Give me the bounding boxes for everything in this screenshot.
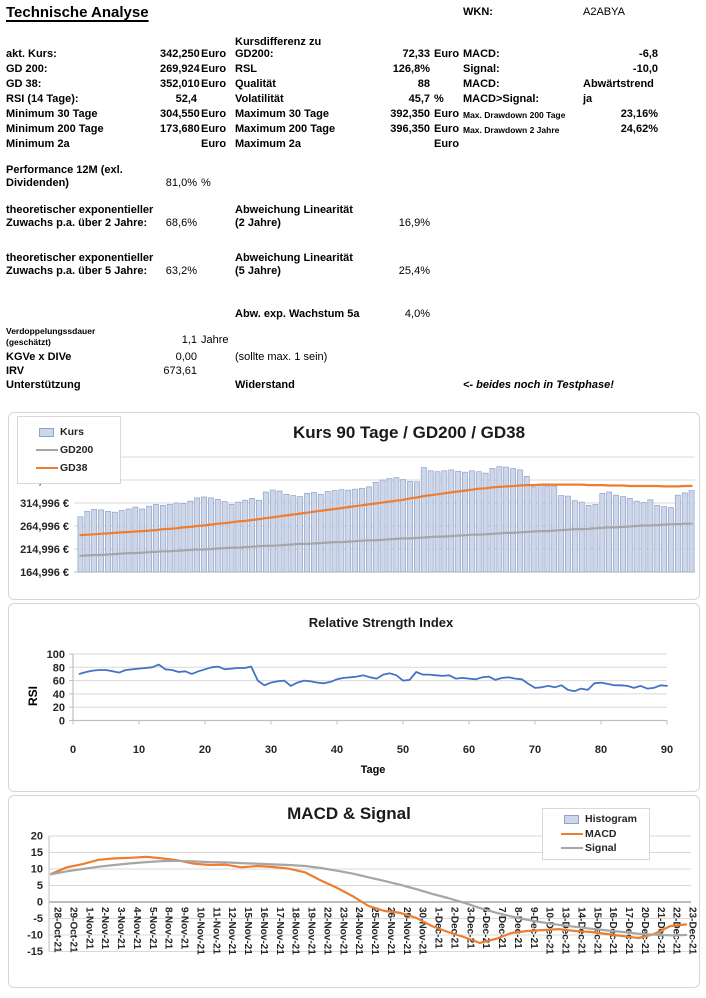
svg-text:20: 20: [30, 830, 43, 843]
stat-unit: %: [434, 93, 444, 105]
svg-text:1-Dec-21: 1-Dec-21: [432, 907, 444, 949]
stat-value: [160, 138, 197, 151]
stat-value: 72,33: [402, 48, 430, 60]
stat-value: 88: [417, 78, 430, 90]
svg-text:314,996 €: 314,996 €: [20, 498, 69, 510]
stat-unit: Jahre: [201, 334, 229, 346]
svg-text:13-Dec-21: 13-Dec-21: [559, 907, 571, 955]
macd-chart-legend: [542, 808, 650, 860]
svg-text:16-Nov-21: 16-Nov-21: [257, 907, 269, 955]
stat-value: 304,550: [160, 108, 200, 120]
stat-unit: %: [201, 177, 211, 189]
svg-text:1-Nov-21: 1-Nov-21: [83, 907, 95, 950]
macd-chart[interactable]: [8, 795, 700, 988]
stat-label: KGVe x DIVe: [6, 351, 72, 363]
svg-text:6-Dec-21: 6-Dec-21: [480, 907, 492, 949]
stats-row: [6, 63, 660, 76]
stats-row: [6, 138, 660, 151]
stats-row: [6, 93, 660, 106]
stat-value: 81,0%: [165, 177, 197, 189]
svg-text:70: 70: [528, 744, 542, 756]
svg-text:16-Dec-21: 16-Dec-21: [607, 907, 619, 955]
kursdifferenz-header: Kursdifferenz zu: [235, 36, 322, 48]
wkn-label: WKN:: [463, 6, 493, 18]
svg-text:0: 0: [36, 896, 43, 909]
stat-label: theoretischer exponentieller Zuwachs p.a. über 5 Jahre:: [6, 252, 154, 277]
svg-text:100: 100: [46, 649, 65, 661]
stat-value: 25,4%: [398, 265, 430, 277]
rsi-chart[interactable]: [8, 603, 700, 792]
stat-label: Abw. exp. Wachstum 5a: [235, 308, 360, 320]
stat-value: 1,1: [181, 334, 197, 346]
stat-value: 392,350: [390, 108, 430, 120]
stat-unit: [430, 78, 463, 91]
stat-label: GD200:: [235, 48, 274, 60]
stat-label: Signal:: [463, 63, 500, 75]
svg-text:25-Nov-21: 25-Nov-21: [369, 907, 380, 955]
kurs-chart-legend: [17, 416, 121, 484]
stat-value: 52,4: [175, 93, 197, 105]
svg-text:164,996 €: 164,996 €: [20, 567, 69, 579]
stat-unit: [197, 93, 235, 106]
stat-label: Max. Drawdown 200 Tage: [463, 110, 566, 120]
stat-unit: [430, 63, 463, 76]
stat-value: 23,16%: [620, 108, 658, 120]
svg-text:3-Dec-21: 3-Dec-21: [464, 907, 476, 949]
stat-label: Maximum 2a: [235, 138, 302, 150]
stat-value: 126,8%: [392, 63, 430, 75]
legend-label: GD38: [60, 462, 88, 474]
svg-text:40: 40: [330, 744, 344, 756]
svg-text:21-Dec-21: 21-Dec-21: [654, 907, 666, 955]
rsi-y-axis-title: RSI: [26, 685, 41, 707]
stat-value: 45,7: [408, 93, 430, 105]
svg-text:30-Nov-21: 30-Nov-21: [416, 907, 428, 955]
svg-text:2-Dec-21: 2-Dec-21: [448, 907, 460, 949]
stat-label: Verdoppelungssdauer (geschätzt): [6, 326, 96, 347]
stat-note: (sollte max. 1 sein): [235, 351, 328, 363]
stat-value: 173,680: [160, 123, 200, 135]
macd-chart-title: MACD & Signal: [287, 804, 411, 823]
svg-text:10: 10: [132, 744, 146, 756]
stat-value: 396,350: [390, 123, 430, 135]
svg-text:0: 0: [69, 744, 77, 756]
wkn-value: A2ABYA: [583, 6, 625, 18]
stat-label: GD 200:: [6, 63, 48, 75]
stats-row: [6, 123, 660, 136]
stat-label: RSI (14 Tage):: [6, 93, 79, 105]
stat-unit: Euro: [434, 138, 460, 150]
svg-text:-10: -10: [27, 929, 43, 942]
svg-text:14-Dec-21: 14-Dec-21: [575, 907, 587, 955]
stat-unit: Euro: [201, 48, 227, 60]
title-row: [6, 6, 660, 19]
svg-text:18-Nov-21: 18-Nov-21: [289, 907, 301, 955]
svg-text:15-Nov-21: 15-Nov-21: [242, 907, 253, 955]
legend-item-macd: [543, 827, 649, 842]
svg-text:20: 20: [198, 744, 212, 756]
svg-text:7-Dec-21: 7-Dec-21: [496, 907, 507, 949]
svg-text:-5: -5: [33, 913, 43, 925]
svg-text:15-Dec-21: 15-Dec-21: [591, 907, 603, 955]
stat-label: Qualität: [235, 78, 276, 90]
stat-value: 0,00: [175, 351, 197, 363]
svg-text:29-Nov-21: 29-Nov-21: [400, 907, 412, 955]
rsi-chart-title: Relative Strength Index: [308, 615, 454, 630]
svg-text:22-Dec-21: 22-Dec-21: [670, 907, 682, 955]
svg-text:90: 90: [660, 744, 674, 756]
stat-unit: Euro: [434, 123, 460, 135]
svg-text:4-Nov-21: 4-Nov-21: [130, 907, 142, 950]
stats-row: [6, 108, 660, 121]
stat-value: 342,250: [160, 48, 200, 60]
legend-label: Kurs: [60, 426, 84, 438]
stats-row: [6, 78, 660, 91]
rsi-x-axis-title: Tage: [360, 764, 386, 776]
svg-text:22-Nov-21: 22-Nov-21: [321, 907, 333, 955]
kurs-bar-swatch: [33, 428, 60, 437]
svg-text:8-Nov-21: 8-Nov-21: [162, 907, 174, 950]
zuwachs-5j-row: [6, 252, 660, 278]
macd-line-swatch: [558, 833, 585, 835]
svg-text:0: 0: [58, 715, 65, 728]
stat-label: Minimum 30 Tage: [6, 108, 98, 120]
histogram-bar-swatch: [558, 815, 585, 824]
stat-label: akt. Kurs:: [6, 48, 57, 60]
legend-item-gd200: [18, 441, 120, 459]
stat-label: GD 38:: [6, 78, 42, 90]
svg-text:9-Dec-21: 9-Dec-21: [527, 907, 539, 949]
stat-label: Maximum 200 Tage: [235, 123, 336, 135]
stat-label: Minimum 200 Tage: [6, 123, 104, 135]
kurs-chart[interactable]: [8, 412, 700, 600]
svg-text:2-Nov-21: 2-Nov-21: [99, 907, 111, 950]
svg-text:10: 10: [30, 863, 43, 876]
svg-text:10-Nov-21: 10-Nov-21: [194, 907, 206, 955]
svg-text:3-Nov-21: 3-Nov-21: [115, 907, 126, 950]
svg-text:28-Oct-21: 28-Oct-21: [51, 907, 63, 953]
svg-text:264,996 €: 264,996 €: [20, 521, 69, 533]
stat-value: 68,6%: [165, 217, 197, 229]
stat-value: 673,61: [163, 365, 197, 377]
stat-unit: Euro: [434, 48, 460, 60]
svg-text:5: 5: [36, 880, 43, 892]
legend-item-signal: [543, 841, 649, 856]
svg-text:11-Nov-21: 11-Nov-21: [210, 907, 222, 955]
stat-unit: Euro: [201, 78, 227, 90]
stat-unit: Euro: [201, 63, 227, 75]
irv-row: [6, 365, 660, 378]
stat-value: Abwärtstrend: [583, 78, 654, 90]
svg-text:20: 20: [52, 702, 65, 715]
stat-value: 352,010: [160, 78, 200, 90]
stat-value: -6,8: [639, 48, 658, 60]
rsi-chart-plot: [9, 604, 699, 791]
widerstand-label: Widerstand: [235, 379, 295, 391]
svg-text:26-Nov-21: 26-Nov-21: [384, 907, 396, 955]
legend-label: GD200: [60, 444, 94, 456]
stat-label: Abweichung Linearität (5 Jahre): [235, 252, 353, 277]
gd38-line-swatch: [33, 467, 60, 469]
signal-line-swatch: [558, 847, 585, 849]
svg-text:17-Dec-21: 17-Dec-21: [623, 907, 634, 955]
stat-unit: Euro: [201, 108, 227, 120]
svg-text:80: 80: [594, 744, 608, 756]
unterstuetzung-label: Unterstützung: [6, 379, 81, 391]
kgve-row: [6, 351, 660, 364]
stat-value: 16,9%: [398, 217, 430, 229]
legend-item-gd38: [18, 459, 120, 477]
svg-text:29-Oct-21: 29-Oct-21: [67, 907, 79, 953]
stat-label: IRV: [6, 365, 25, 377]
svg-text:10-Dec-21: 10-Dec-21: [543, 907, 555, 955]
stat-unit: Euro: [434, 108, 460, 120]
stat-value: ja: [583, 93, 593, 105]
legend-label: Histogram: [585, 813, 637, 826]
stat-label: theoretischer exponentieller Zuwachs p.a. über 2 Jahre:: [6, 204, 154, 229]
page-title: Technische Analyse: [6, 4, 149, 21]
stat-unit: Euro: [201, 138, 227, 150]
svg-text:12-Nov-21: 12-Nov-21: [226, 907, 238, 955]
svg-text:5-Nov-21: 5-Nov-21: [146, 907, 158, 950]
svg-text:20-Dec-21: 20-Dec-21: [638, 907, 650, 955]
stat-value: 4,0%: [404, 308, 430, 320]
stat-value: -10,0: [632, 63, 658, 75]
svg-text:214,996 €: 214,996 €: [20, 544, 69, 556]
kurs-chart-title: Kurs 90 Tage / GD200 / GD38: [292, 423, 526, 442]
svg-text:60: 60: [462, 744, 476, 756]
stat-value: 63,2%: [165, 265, 197, 277]
stat-label: MACD>Signal:: [463, 93, 540, 105]
svg-text:23-Dec-21: 23-Dec-21: [686, 907, 698, 955]
zuwachs-2j-row: [6, 204, 660, 230]
stat-label: MACD:: [463, 78, 500, 90]
stat-label: RSL: [235, 63, 257, 75]
legend-label: MACD: [585, 827, 617, 840]
stat-label: Max. Drawdown 2 Jahre: [463, 125, 560, 135]
legend-label: Signal: [585, 842, 617, 855]
svg-text:80: 80: [52, 662, 65, 675]
performance-row: [6, 164, 660, 190]
stat-label: Abweichung Linearität (2 Jahre): [235, 204, 353, 229]
svg-text:19-Nov-21: 19-Nov-21: [305, 907, 317, 955]
gd200-line-swatch: [33, 449, 60, 451]
testphase-note: <- beides noch in Testphase!: [463, 379, 614, 391]
legend-item-kurs: [18, 423, 120, 441]
svg-text:50: 50: [396, 744, 410, 756]
stat-label: Maximum 30 Tage: [235, 108, 329, 120]
svg-text:9-Nov-21: 9-Nov-21: [178, 907, 190, 950]
abw-exp-row: [6, 308, 660, 321]
svg-text:24-Nov-21: 24-Nov-21: [353, 907, 365, 955]
stat-label: Volatilität: [235, 93, 284, 105]
stat-unit: Euro: [201, 123, 227, 135]
stat-value: 24,62%: [620, 123, 658, 135]
stat-label: Minimum 2a: [6, 138, 70, 150]
stat-label: MACD:: [463, 48, 500, 60]
svg-text:-15: -15: [27, 946, 43, 958]
stat-label: Performance 12M (exl. Dividenden): [6, 164, 123, 189]
stat-value: 269,924: [160, 63, 200, 75]
support-resistance-row: [6, 379, 660, 392]
verdopplung-row: [6, 326, 660, 347]
svg-text:30: 30: [264, 744, 278, 756]
svg-text:15: 15: [30, 847, 43, 859]
svg-text:8-Dec-21: 8-Dec-21: [511, 907, 523, 949]
svg-text:17-Nov-21: 17-Nov-21: [273, 907, 285, 955]
svg-text:60: 60: [52, 675, 65, 688]
stats-row: [6, 48, 660, 61]
svg-text:40: 40: [52, 688, 65, 701]
legend-item-histogram: [543, 812, 649, 827]
stat-value: [363, 138, 430, 151]
svg-text:23-Nov-21: 23-Nov-21: [337, 907, 349, 955]
